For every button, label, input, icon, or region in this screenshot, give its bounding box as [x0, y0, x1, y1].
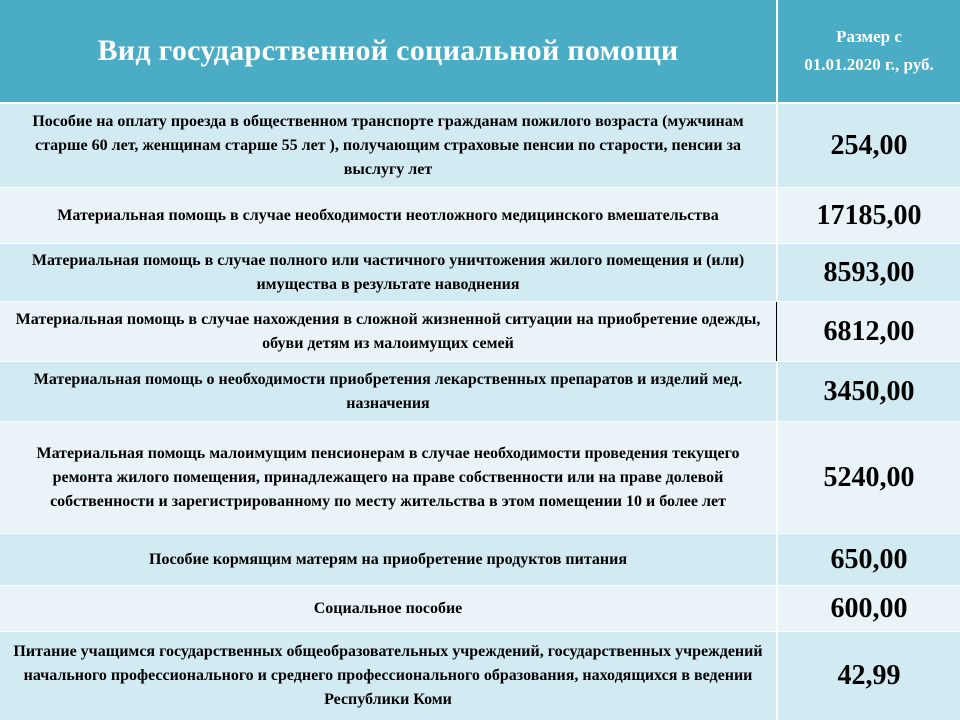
row-amount: 254,00 — [830, 129, 908, 161]
row-amount: 42,99 — [837, 660, 901, 691]
column-header-amount — [778, 0, 960, 102]
row-amount: 600,00 — [830, 592, 908, 624]
table-row — [0, 586, 960, 632]
column-header-type: Вид государственной социальной помощи — [97, 34, 679, 67]
row-amount: 6812,00 — [823, 315, 915, 347]
table-row — [0, 632, 960, 720]
table-row — [0, 422, 960, 534]
row-description: Материальная помощь в случае необходимости неотложного медицинского вмешательства — [57, 206, 719, 224]
column-header-amount-line2: 01.01.2020 г., руб. — [804, 55, 934, 74]
row-amount: 17185,00 — [816, 199, 922, 231]
table-header — [0, 0, 960, 104]
row-description: Пособие на оплату проезда в общественном транспорте гражданам пожилого возраста (мужчинам старше 60 лет, женщинам старше 55 лет ), получающим страховые пенсии по старости, пенсии за выслугу лет — [32, 112, 744, 178]
table-row — [0, 534, 960, 586]
row-amount: 8593,00 — [823, 256, 915, 288]
column-header-amount-line1: Размер с — [836, 27, 902, 46]
row-amount: 3450,00 — [823, 375, 915, 407]
table-row — [0, 104, 960, 188]
row-description: Материальная помощь в случае полного или частичного уничтожения жилого помещения и (или) имущества в результате наводнения — [31, 251, 745, 293]
row-amount: 5240,00 — [823, 461, 915, 493]
table-row — [0, 362, 960, 422]
table-row — [0, 244, 960, 302]
row-description: Пособие кормящим матерям на приобретение продуктов питания — [149, 550, 627, 568]
row-description: Материальная помощь о необходимости приобретения лекарственных препаратов и изделий мед. назначения — [33, 370, 743, 412]
table-row — [0, 188, 960, 244]
row-amount: 650,00 — [830, 543, 908, 575]
row-description: Социальное пособие — [313, 599, 463, 617]
row-description: Материальная помощь в случае нахождения в сложной жизненной ситуации на приобретение одежды, обуви детям из малоимущих семей — [15, 310, 761, 352]
table-row — [0, 302, 960, 362]
column-divider — [776, 302, 777, 361]
row-description: Материальная помощь малоимущим пенсионерам в случае необходимости проведения текущего ремонта жилого помещения, принадлежащего на праве собственности или на праве долевой собственности и зарегистрированному по месту жительства в этом помещении 10 и более лет — [36, 444, 740, 510]
row-description: Питание учащимся государственных общеобразовательных учреждений, государственных учреждений начального профессионального и среднего профессионального образования, находящихся в ведении Республики Коми — [13, 643, 763, 708]
